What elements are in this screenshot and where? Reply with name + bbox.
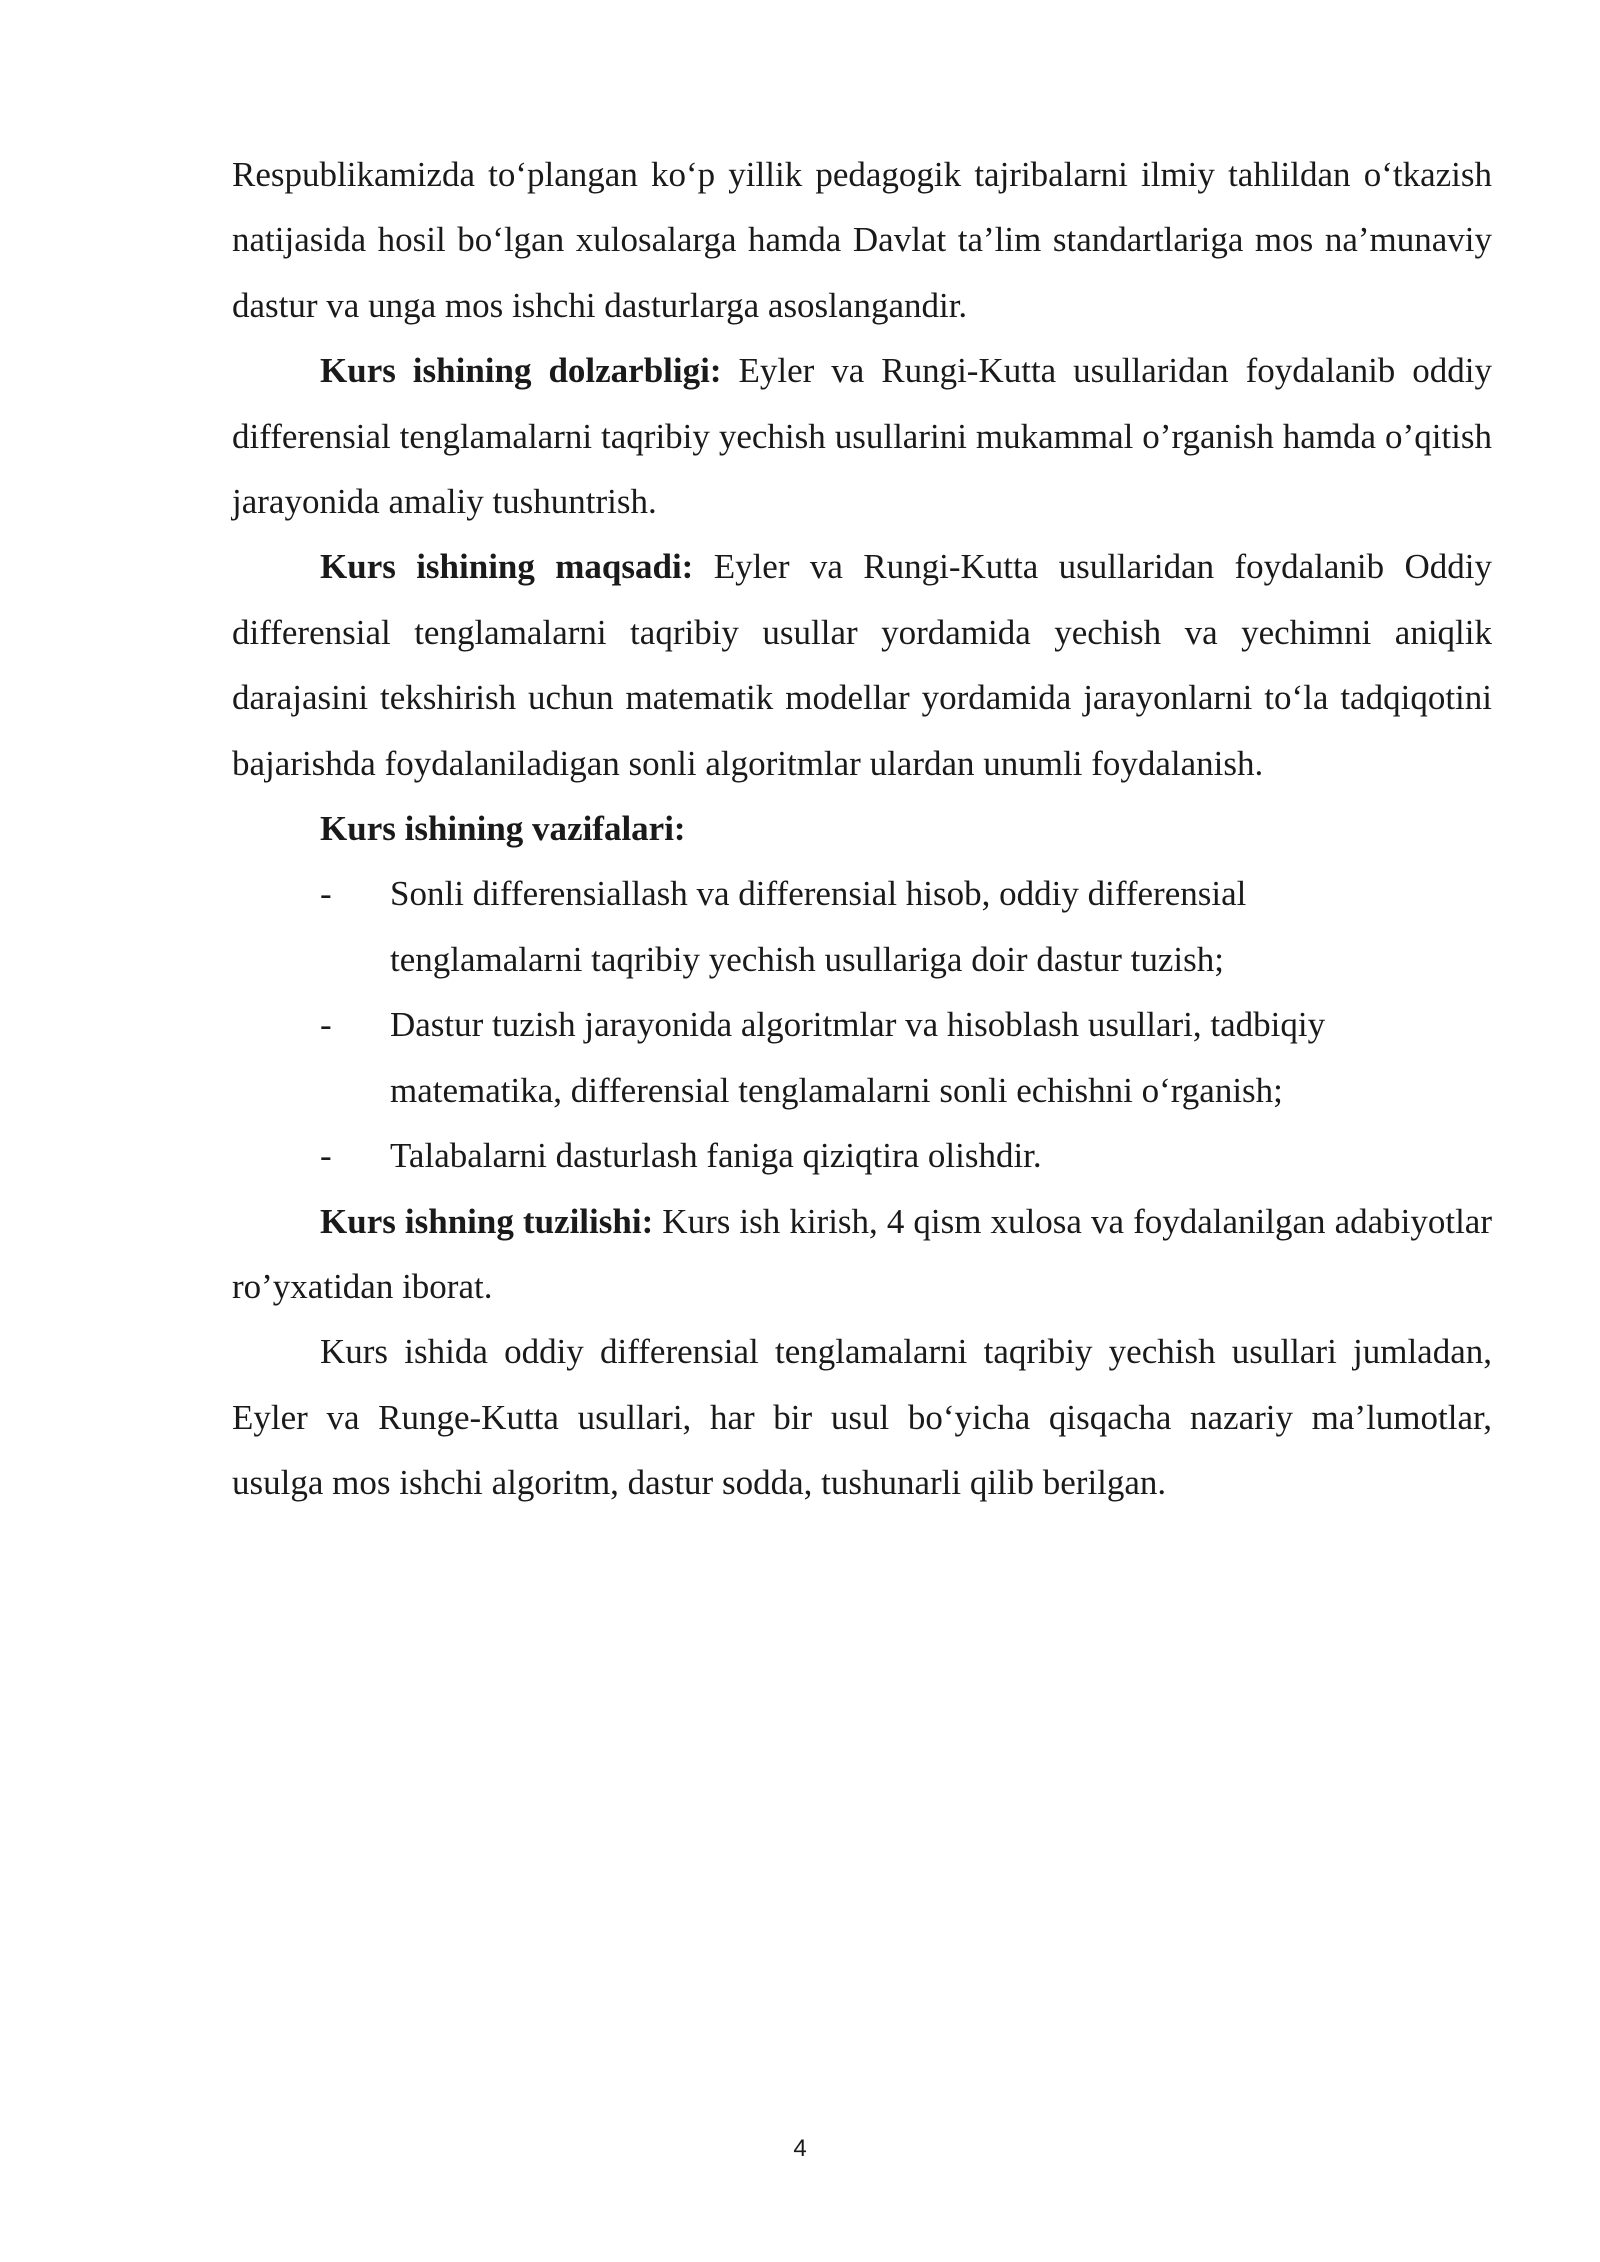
structure-paragraph bbox=[232, 1189, 1492, 1320]
structure-label: Kurs ishning tuzilishi: bbox=[320, 1201, 654, 1241]
list-item bbox=[232, 992, 1492, 1123]
tasks-heading: Kurs ishining vazifalari: bbox=[320, 809, 686, 849]
relevance-paragraph bbox=[232, 338, 1492, 534]
page-number: 4 bbox=[793, 2135, 807, 2162]
list-item-text: Dastur tuzish jarayonida algoritmlar va hisoblash usullari, tadbiqiy matematika, differensial tenglamalarni sonli echishni o‘rganish; bbox=[390, 1005, 1326, 1110]
goal-label: Kurs ishining maqsadi: bbox=[320, 547, 694, 587]
list-item bbox=[232, 1123, 1492, 1188]
intro-paragraph: Respublikamizda to‘plangan ko‘p yillik pedagogik tajribalarni ilmiy tahlildan o‘tkazish natijasida hosil bo‘lgan xulosalarga hamda Davlat ta’lim standartlariga mos na’munaviy dastur va unga mos ishchi dasturlarga asoslangandir. bbox=[232, 155, 1492, 325]
relevance-text: Eyler va Rungi-Kutta usullaridan foydalanib oddiy differensial tenglamalarni taqribiy yechish usullarini mukammal o’rganish hamda o’qitish jarayonida amaliy tushuntrish. bbox=[232, 351, 1492, 522]
structure-text: Kurs ish kirish, 4 qism xulosa va foydalanilgan adabiyotlar ro’yxatidan iborat. bbox=[232, 1201, 1493, 1306]
goal-paragraph bbox=[232, 534, 1492, 796]
document-page bbox=[232, 142, 1492, 1516]
list-bullet: - bbox=[320, 1136, 332, 1176]
summary-paragraph: Kurs ishida oddiy differensial tenglamalarni taqribiy yechish usullari jumladan, Eyler va Runge-Kutta usullari, har bir usul bo‘yicha qisqacha nazariy ma’lumotlar, usulga mos ishchi algoritm, dastur sodda, tushunarli qilib berilgan. bbox=[232, 1332, 1492, 1503]
list-bullet: - bbox=[320, 1005, 332, 1045]
list-bullet: - bbox=[320, 874, 332, 914]
relevance-label: Kurs ishining dolzarbligi: bbox=[320, 351, 722, 391]
list-item-text: Sonli differensiallash va differensial hisob, oddiy differensial tenglamalarni taqribiy yechish usullariga doir dastur tuzish; bbox=[390, 874, 1247, 979]
tasks-list bbox=[232, 861, 1492, 1188]
goal-text: Eyler va Rungi-Kutta usullaridan foydalanib Oddiy differensial tenglamalarni taqribiy usullar yordamida yechish va yechimni aniqlik darajasini tekshirish uchun matematik modellar yordamida jarayonlarni to‘la tadqiqotini bajarishda foydalaniladigan sonli algoritmlar ulardan unumli foydalanish. bbox=[232, 547, 1492, 783]
list-item-text: Talabalarni dasturlash faniga qiziqtira olishdir. bbox=[390, 1136, 1042, 1176]
list-item bbox=[232, 861, 1492, 992]
